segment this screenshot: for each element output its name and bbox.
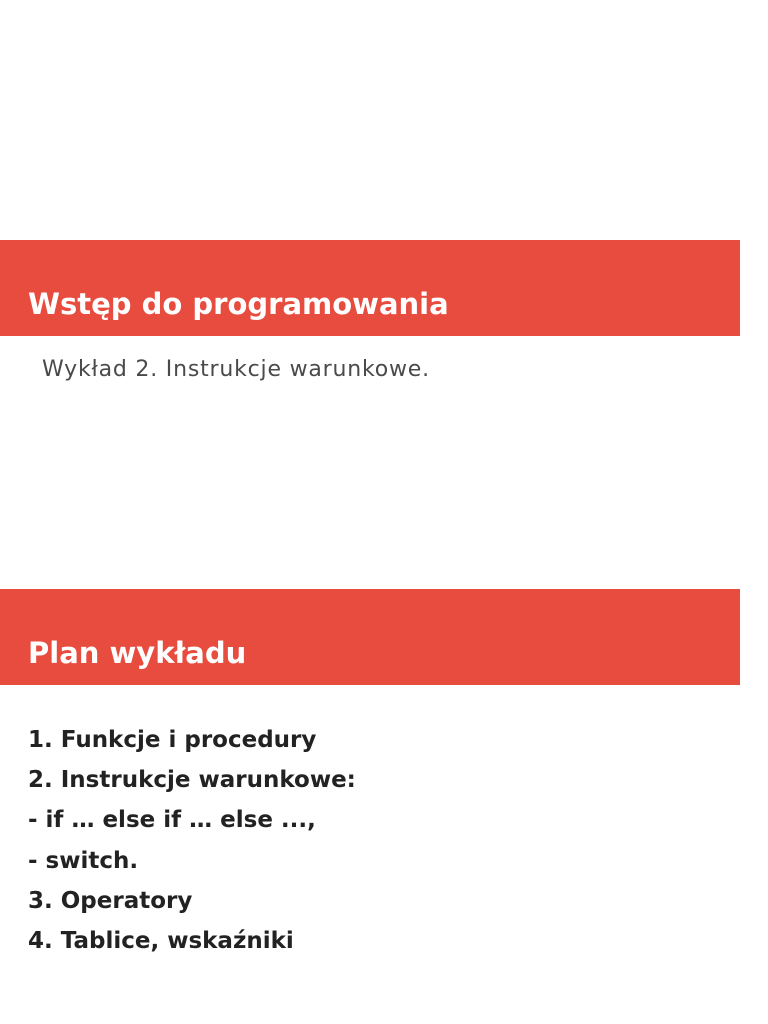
plan-list: [28, 720, 356, 961]
plan-item: 2. Instrukcje warunkowe:: [28, 767, 356, 794]
plan-item: - switch.: [28, 847, 139, 874]
plan-item: 1. Funkcje i procedury: [28, 727, 317, 753]
plan-item: 4. Tablice, wskaźniki: [28, 928, 294, 955]
plan-title: Plan wykładu: [28, 636, 247, 670]
plan-banner: [0, 589, 740, 685]
slide-subtitle: Wykład 2. Instrukcje warunkowe.: [42, 357, 430, 382]
slide-title: Wstęp do programowania: [28, 287, 449, 321]
plan-item: 3. Operatory: [28, 887, 193, 914]
title-banner: [0, 240, 740, 336]
plan-item: - if … else if … else ...,: [28, 807, 316, 834]
